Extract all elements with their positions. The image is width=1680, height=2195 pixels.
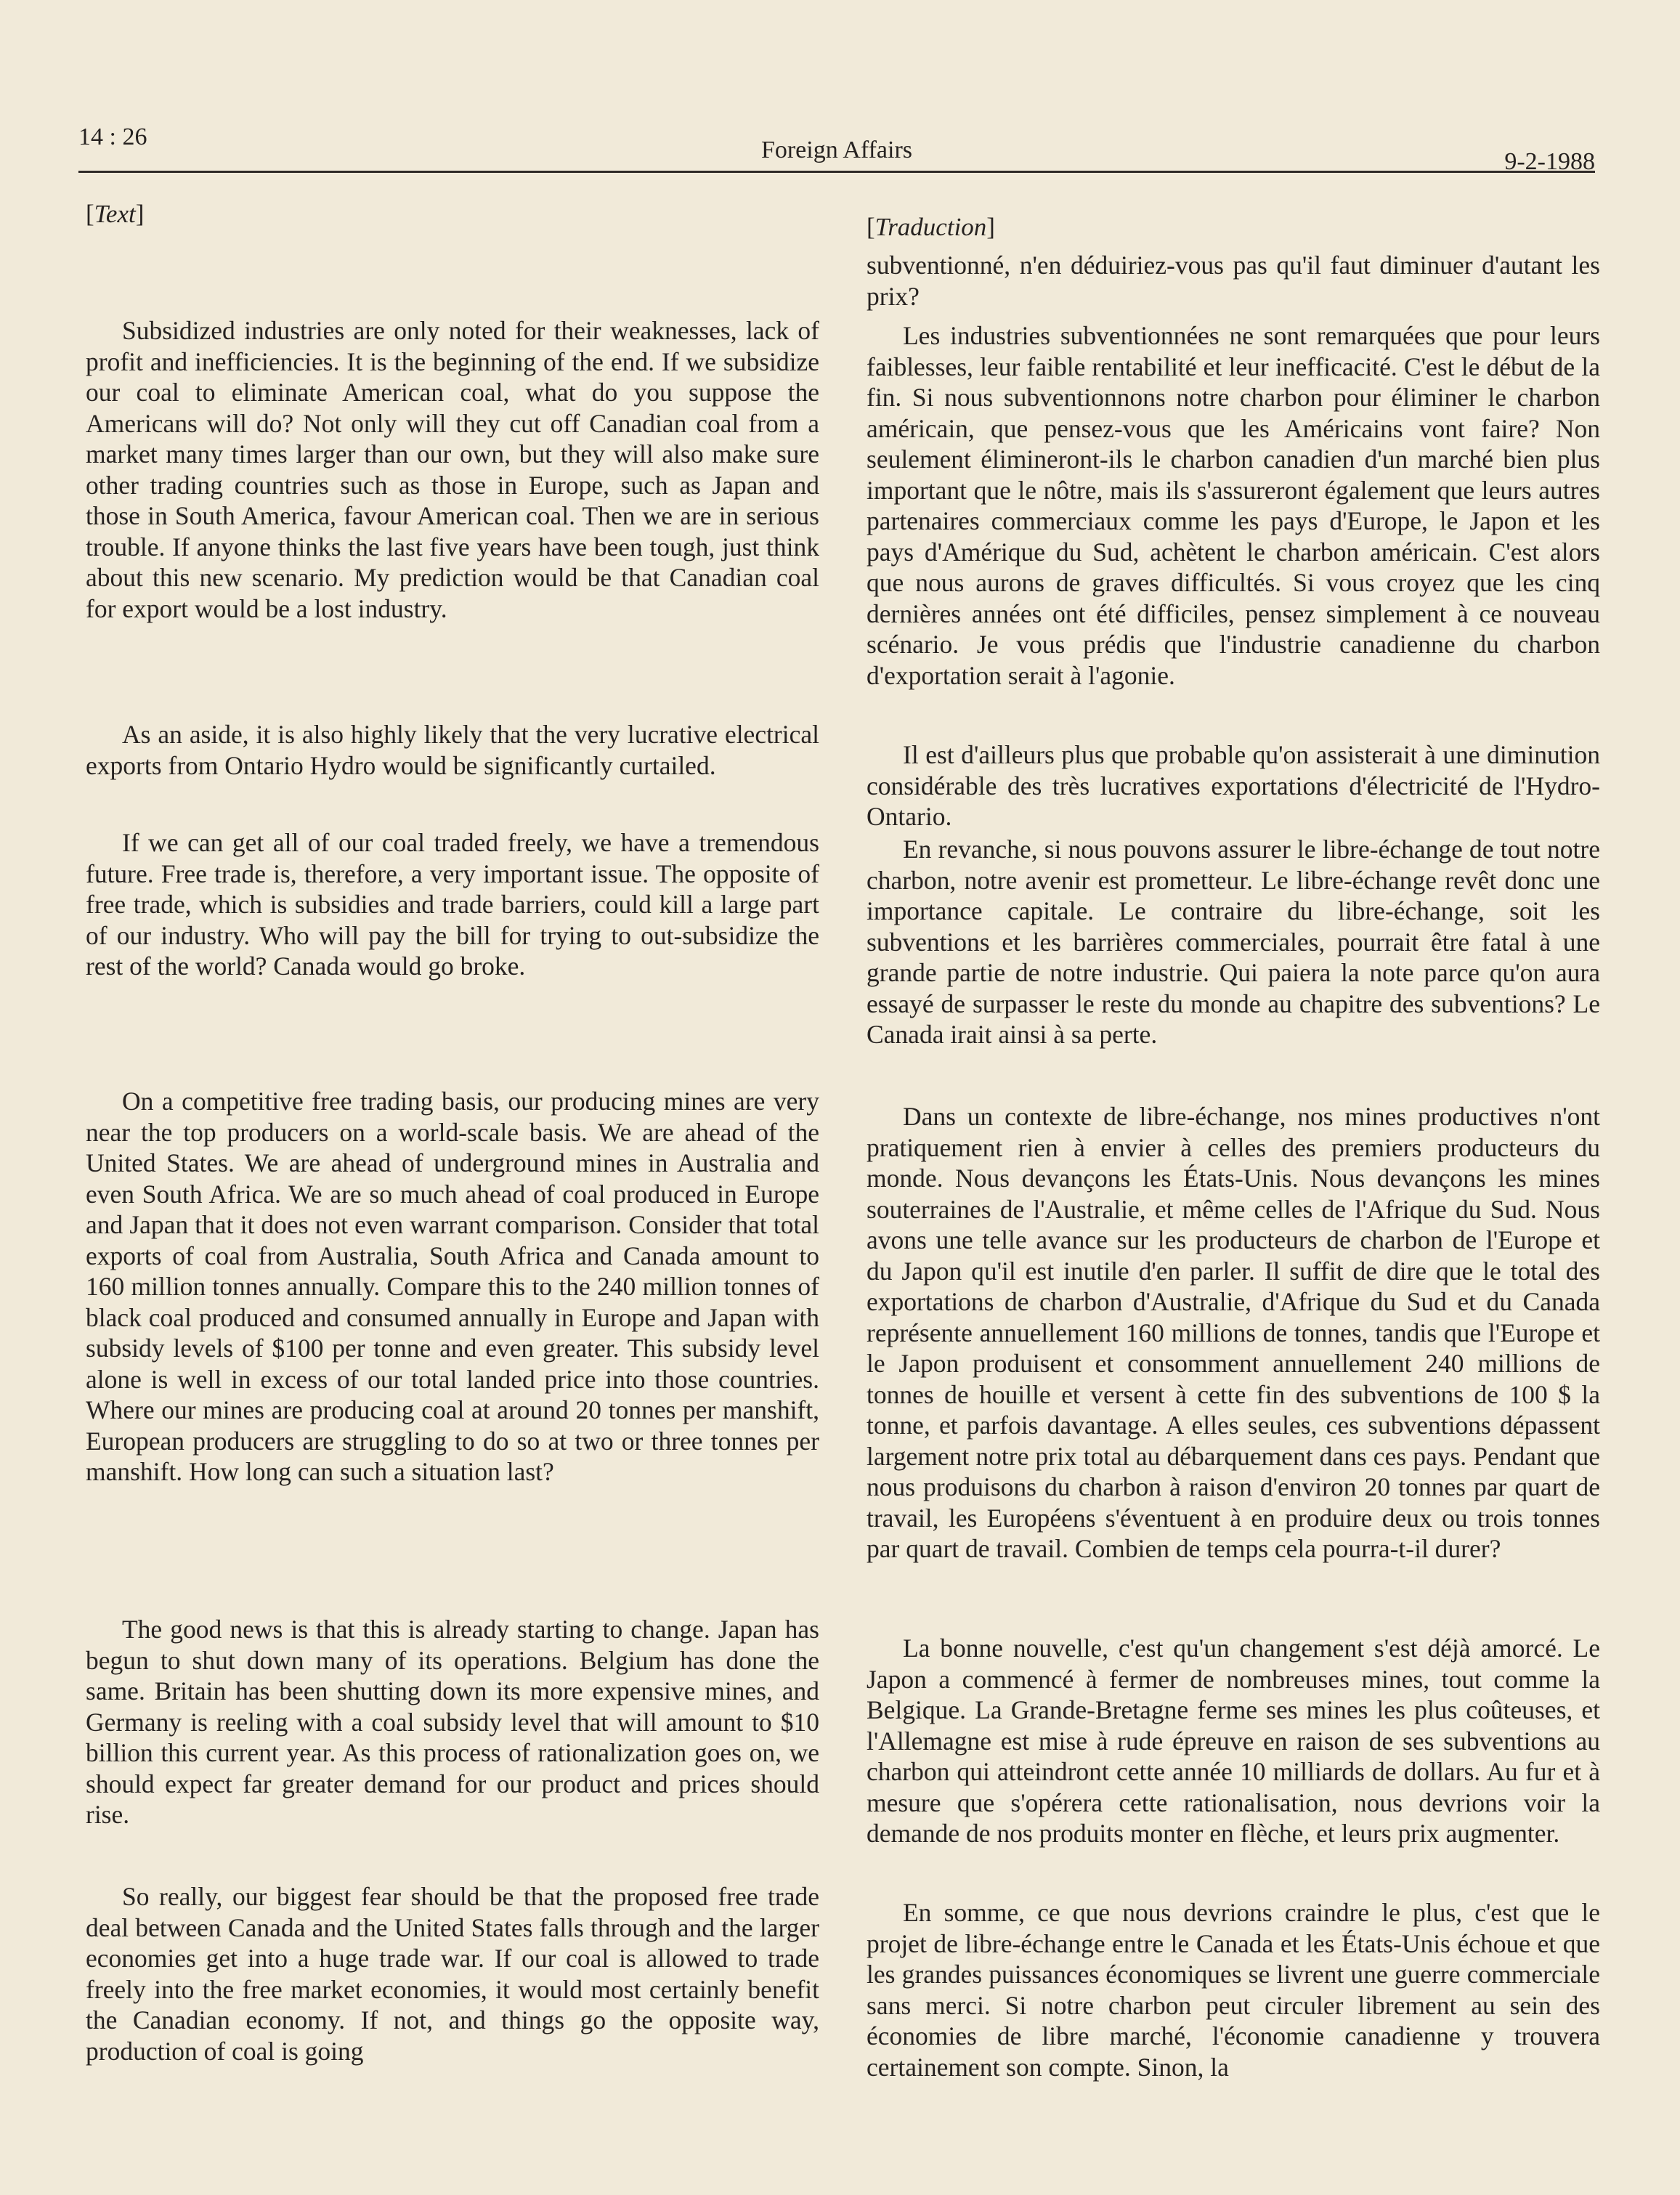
paragraph: En revanche, si nous pouvons assurer le libre-échange de tout notre charbon, notre avenir est prometteur. Le libre-échange revêt donc une importance capitale. Le contraire du libre-échange, soit les subventions et les barrières commerciales, pourrait être fatal à une grande partie de notre industrie. Qui paiera la note parce qu'on aura essayé de surpasser le reste du monde au chapitre des subventions? Le Canada irait ainsi à sa perte. bbox=[867, 835, 1600, 1049]
page-date: 9-2-1988 bbox=[1504, 148, 1595, 175]
column-label-traduction: [Traduction] bbox=[867, 213, 995, 241]
paragraph: The good news is that this is already starting to change. Japan has begun to shut down many of its operations. Belgium has done the same. Britain has been shutting down its more expensive mines, and Germany is reeling with a coal subsidy level that will amount to $10 billion this current year. As this process of rationalization goes on, we should expect far greater demand for our product and prices should rise. bbox=[86, 1615, 819, 1829]
paragraph: So really, our biggest fear should be that the proposed free trade deal between Canada and the United States falls through and the larger economies get into a huge trade war. If our coal is allowed to trade freely into the free market economies, it would most certainly benefit the Canadian economy. If not, and things go the opposite way, production of coal is going bbox=[86, 1882, 819, 2066]
paragraph: As an aside, it is also highly likely that the very lucrative electrical exports from Ontario Hydro would be significantly curtailed. bbox=[86, 720, 819, 780]
publication-title: Foreign Affairs bbox=[760, 137, 913, 163]
paragraph: Il est d'ailleurs plus que probable qu'on assisterait à une diminution considérable des très lucratives exportations d'électricité de l'Hydro-Ontario. bbox=[867, 740, 1600, 831]
header-rule bbox=[78, 171, 1595, 173]
paragraph: If we can get all of our coal traded freely, we have a tremendous future. Free trade is, therefore, a very important issue. The opposite of free trade, which is subsidies and trade barriers, could kill a large part of our industry. Who will pay the bill for trying to out-subsidize the rest of the world? Canada would go broke. bbox=[86, 828, 819, 981]
page-header bbox=[78, 123, 1595, 174]
paragraph: Subsidized industries are only noted for their weaknesses, lack of profit and inefficiencies. It is the beginning of the end. If we subsidize our coal to eliminate American coal, what do you suppose the Americans will do? Not only will they cut off Canadian coal from a market many times larger than our own, but they will also make sure other trading countries such as those in Europe, such as Japan and those in South America, favour American coal. Then we are in serious trouble. If anyone thinks the last five years have been tough, just think about this new scenario. My prediction would be that Canadian coal for export would be a lost industry. bbox=[86, 316, 819, 623]
paragraph: Les industries subventionnées ne sont remarquées que pour leurs faiblesses, leur faible rentabilité et leur inefficacité. C'est le début de la fin. Si nous subventionnons notre charbon pour éliminer le charbon américain, que pensez-vous que les Américains vont faire? Non seulement élimineront-ils le charbon canadien d'un marché bien plus important que le nôtre, mais ils s'assureront également que leurs autres partenaires commerciaux comme les pays d'Europe, le Japon et les pays d'Amérique du Sud, achètent le charbon américain. C'est alors que nous aurons de graves difficultés. Si vous croyez que les cinq dernières années ont été difficiles, pensez simplement à ce nouveau scénario. Je vous prédis que l'industrie canadienne du charbon d'exportation serait à l'agonie. bbox=[867, 321, 1600, 690]
paragraph: En somme, ce que nous devrions craindre le plus, c'est que le projet de libre-échange entre le Canada et les États-Unis échoue et que les grandes puissances économiques se livrent une guerre commerciale sans merci. Si notre charbon peut circuler librement au sein des économies de libre marché, l'économie canadienne y trouvera certainement son compte. Sinon, la bbox=[867, 1898, 1600, 2082]
paragraph: subventionné, n'en déduiriez-vous pas qu'il faut diminuer d'autant les prix? bbox=[867, 251, 1600, 311]
page-reference: 14 : 26 bbox=[78, 123, 147, 150]
paragraph: On a competitive free trading basis, our producing mines are very near the top producers on a world-scale basis. We are ahead of the United States. We are ahead of underground mines in Australia and even South Africa. We are so much ahead of coal produced in Europe and Japan that it does not even warrant comparison. Consider that total exports of coal from Australia, South Africa and Canada amount to 160 million tonnes annually. Compare this to the 240 million tonnes of black coal produced and consumed annually in Europe and Japan with subsidy levels of $100 per tonne and even greater. This subsidy level alone is well in excess of our total landed price into those countries. Where our mines are producing coal at around 20 tonnes per manshift, European producers are struggling to do so at two or three tonnes per manshift. How long can such a situation last? bbox=[86, 1087, 819, 1486]
column-label-text: [Text] bbox=[86, 200, 145, 228]
paragraph: La bonne nouvelle, c'est qu'un changement s'est déjà amorcé. Le Japon a commencé à fermer de nombreuses mines, tout comme la Belgique. La Grande-Bretagne ferme ses mines les plus coûteuses, et l'Allemagne est mise à rude épreuve en raison de ses subventions au charbon qui atteindront cette année 10 milliards de dollars. Au fur et à mesure que s'opérera cette rationalisation, nous devrions voir la demande de nos produits monter en flèche, et leurs prix augmenter. bbox=[867, 1634, 1600, 1848]
paragraph: Dans un contexte de libre-échange, nos mines productives n'ont pratiquement rien à envier à celles des premiers producteurs du monde. Nous devançons les États-Unis. Nous devançons les mines souterraines de l'Australie, et même celles de l'Afrique du Sud. Nous avons une telle avance sur les producteurs de charbon de l'Europe et du Japon qu'il est inutile d'en parler. Il suffit de dire que le total des exportations de charbon d'Australie, d'Afrique du Sud et du Canada représente annuellement 160 millions de tonnes, tandis que l'Europe et le Japon produisent et consomment annuellement 240 millions de tonnes de houille et versent à cette fin des subventions de 100 $ la tonne, et parfois davantage. A elles seules, ces subventions dépassent largement notre prix total au débarquement dans ces pays. Pendant que nous produisons du charbon à raison d'environ 20 tonnes par quart de travail, les Européens s'éventuent à en produire deux ou trois tonnes par quart de travail. Combien de temps cela pourra-t-il durer? bbox=[867, 1102, 1600, 1563]
